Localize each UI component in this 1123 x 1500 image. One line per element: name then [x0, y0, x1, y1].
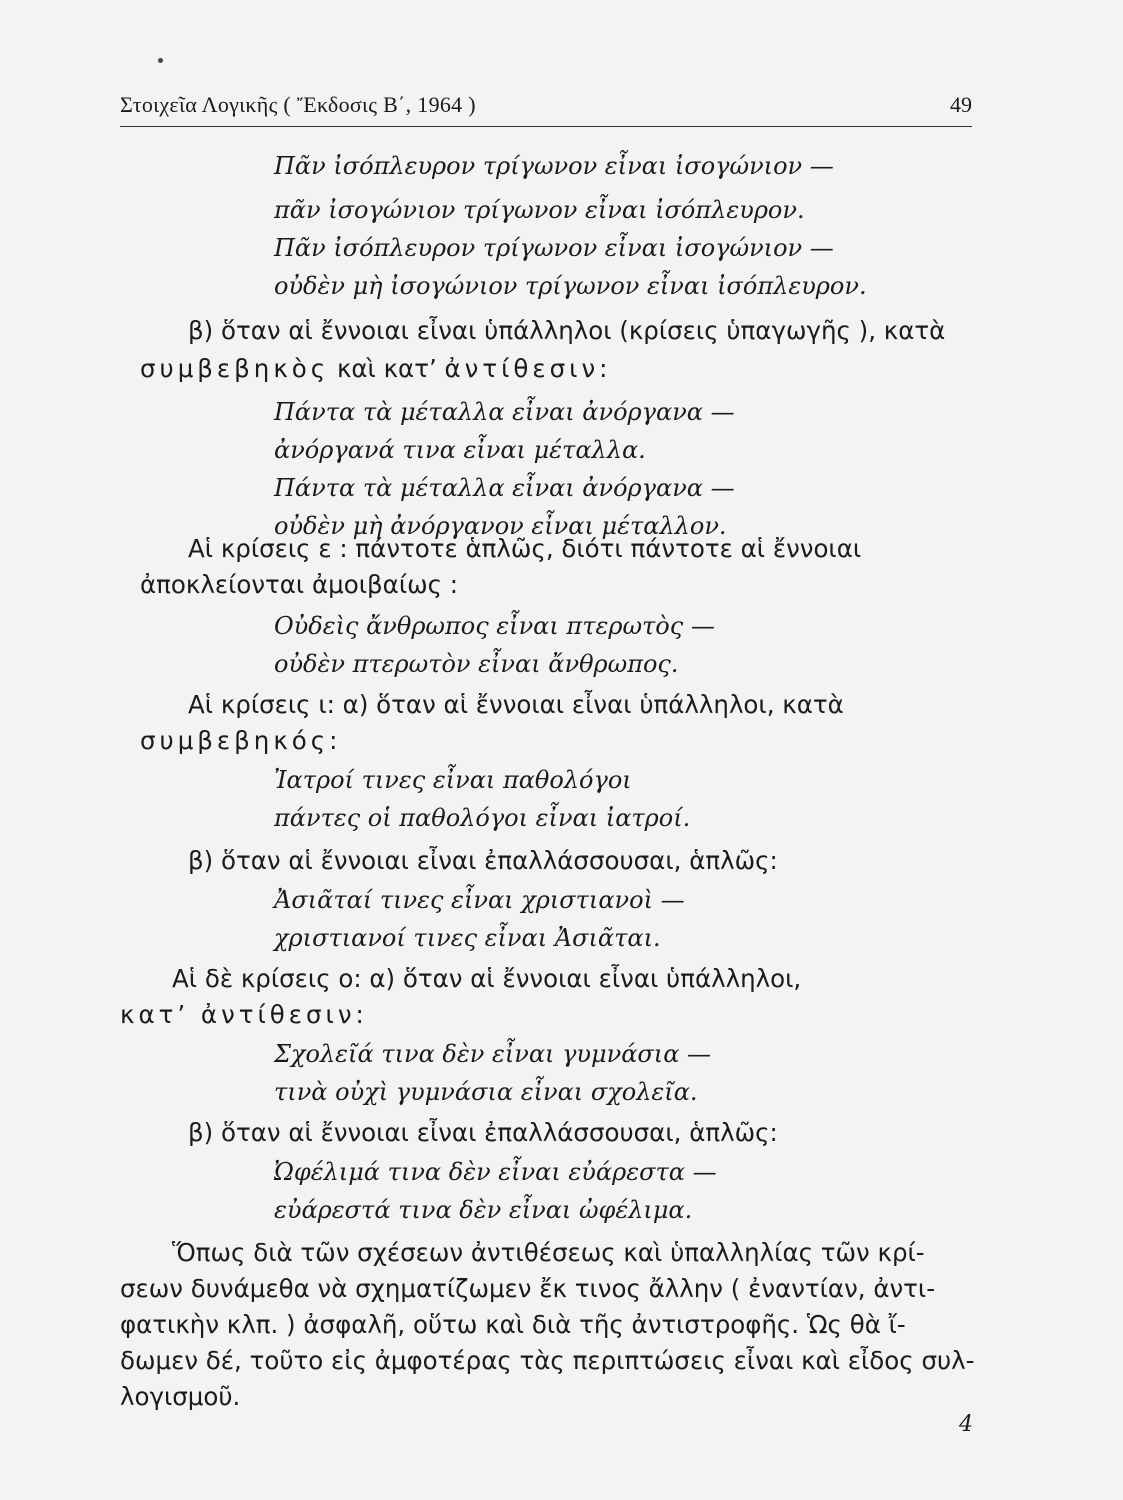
example-line: Οὐδεὶς ἄνθρωπος εἶναι πτερωτὸς — [274, 612, 715, 640]
paragraph-line: Αἱ κρίσεις ε : πάντοτε ἁπλῶς, διότι πάντοτε αἱ ἔννοιαι [188, 534, 862, 563]
example-line: οὐδὲν πτερωτὸν εἶναι ἄνθρωπος. [274, 650, 679, 678]
example-line: πᾶν ἰσογώνιον τρίγωνον εἶναι ἰσόπλευρον. [274, 196, 805, 224]
running-header [120, 90, 972, 127]
signature-mark: 4 [959, 1412, 973, 1437]
paragraph-line: Ὅπως διὰ τῶν σχέσεων ἀντιθέσεως καὶ ὑπαλληλίας τῶν κρί- [172, 1238, 925, 1267]
example-line: πάντες οἱ παθολόγοι εἶναι ἰατροί. [274, 804, 691, 832]
paragraph-line: φατικὴν κλπ. ) ἀσφαλῆ, οὕτω καὶ διὰ τῆς ἀντιστροφῆς. Ὡς θὰ ἴ- [120, 1310, 906, 1339]
paragraph-line: συμβεβηκός: [140, 726, 342, 755]
example-line: τινὰ οὐχὶ γυμνάσια εἶναι σχολεῖα. [274, 1078, 698, 1106]
example-line: Ἰατροί τινες εἶναι παθολόγοι [274, 766, 632, 794]
paragraph-line [140, 354, 611, 383]
example-line: χριστιανοί τινες εἶναι Ἀσιᾶται. [274, 924, 661, 952]
example-line: οὐδὲν μὴ ἰσογώνιον τρίγωνον εἶναι ἰσόπλευρον. [274, 272, 867, 300]
paragraph-line: β) ὅταν αἱ ἔννοιαι εἶναι ἐπαλλάσσουσαι, ἁπλῶς: [188, 846, 778, 875]
example-line: Πάντα τὰ μέταλλα εἶναι ἀνόργανα — [274, 398, 735, 426]
paragraph-line: ἀποκλείονται ἀμοιβαίως : [140, 570, 459, 599]
example-line: Ὠφέλιμά τινα δὲν εἶναι εὐάρεστα — [274, 1158, 717, 1186]
paragraph-line: β) ὅταν αἱ ἔννοιαι εἶναι ὑπάλληλοι (κρίσεις ὑπαγωγῆς ), κατὰ [188, 316, 946, 345]
paragraph-line: σεων δυνάμεθα νὰ σχηματίζωμεν ἔκ τινος ἄλλην ( ἐναντίαν, ἀντι- [120, 1274, 936, 1303]
paragraph-line: λογισμοῦ. [120, 1382, 241, 1411]
paragraph-line: δωμεν δέ, τοῦτο εἰς ἀμφοτέρας τὰς περιπτώσεις εἶναι καὶ εἶδος συλ- [120, 1346, 975, 1375]
page-number: 49 [950, 92, 972, 117]
example-line: οὐδὲν μὴ ἀνόργανον εἶναι μέταλλον. [274, 512, 727, 540]
spaced-term: συμβεβηκὸς [140, 354, 330, 383]
text-span: καὶ κατ’ [329, 354, 445, 383]
paragraph-line: κατ’ ἀντίθεσιν: [120, 1000, 368, 1029]
example-line: εὐάρεστά τινα δὲν εἶναι ὠφέλιμα. [274, 1196, 693, 1224]
paragraph-line: Αἱ δὲ κρίσεις ο: α) ὅταν αἱ ἔννοιαι εἶναι ὑπάλληλοι, [172, 964, 802, 993]
header-title: Στοιχεῖα Λογικῆς ( Ἔκδοσις Β΄, 1964 ) [120, 92, 476, 117]
spaced-term: ἀντίθεσιν: [444, 354, 612, 383]
example-line: Πᾶν ἰσόπλευρον τρίγωνον εἶναι ἰσογώνιον — [274, 152, 834, 180]
example-line: Πᾶν ἰσόπλευρον τρίγωνον εἶναι ἰσογώνιον — [274, 234, 834, 262]
example-line: Πάντα τὰ μέταλλα εἶναι ἀνόργανα — [274, 474, 735, 502]
example-line: Ἀσιᾶταί τινες εἶναι χριστιανοὶ — [274, 886, 685, 914]
paragraph-line: β) ὅταν αἱ ἔννοιαι εἶναι ἐπαλλάσσουσαι, ἁπλῶς: [188, 1118, 778, 1147]
example-line: Σχολεῖά τινα δὲν εἶναι γυμνάσια — [274, 1040, 712, 1068]
stray-dot [158, 58, 163, 63]
paragraph-line: Αἱ κρίσεις ι: α) ὅταν αἱ ἔννοιαι εἶναι ὑπάλληλοι, κατὰ [188, 690, 844, 719]
example-line: ἀνόργανά τινα εἶναι μέταλλα. [274, 436, 646, 464]
